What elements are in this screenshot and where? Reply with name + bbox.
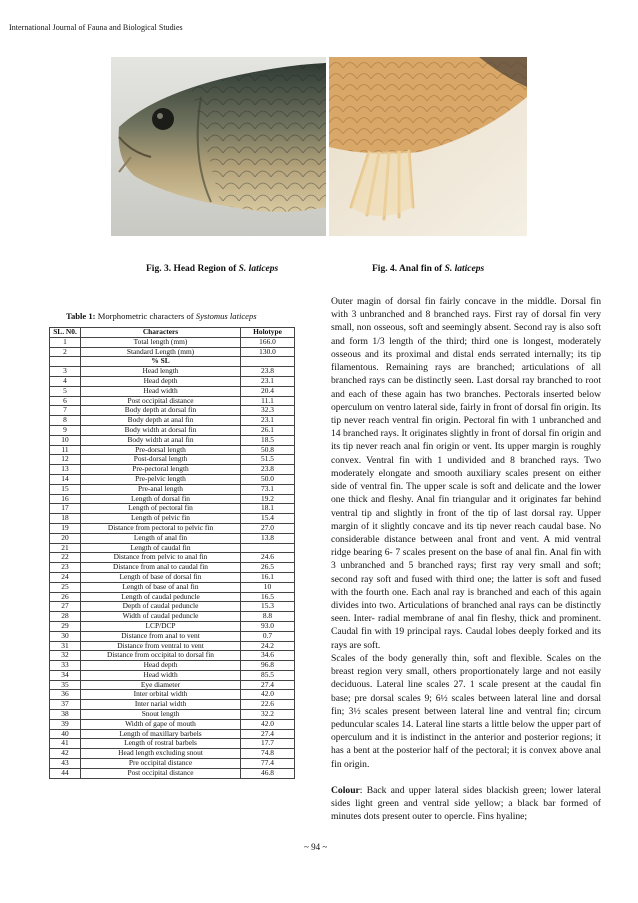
cell-slno: 21 — [50, 543, 81, 553]
cell-slno: 25 — [50, 582, 81, 592]
cell-slno: 44 — [50, 768, 81, 778]
cell-character: Pre occipital distance — [81, 759, 241, 769]
cell-slno: 9 — [50, 425, 81, 435]
table-row — [50, 514, 295, 524]
table-row — [50, 484, 295, 494]
cell-value: 11.1 — [241, 396, 295, 406]
cell-slno: 42 — [50, 749, 81, 759]
cell-slno: 33 — [50, 661, 81, 671]
cell-value: 15.3 — [241, 602, 295, 612]
table-row — [50, 435, 295, 445]
header-holotype: Holotype — [241, 328, 295, 338]
table-row — [50, 582, 295, 592]
cell-slno: 10 — [50, 435, 81, 445]
table-row — [50, 406, 295, 416]
table-row — [50, 749, 295, 759]
cell-character: Head depth — [81, 661, 241, 671]
table-row — [50, 553, 295, 563]
cell-value: 23.1 — [241, 376, 295, 386]
cell-slno: 12 — [50, 455, 81, 465]
header-characters: Characters — [81, 328, 241, 338]
morphometric-table — [49, 327, 295, 779]
cell-character: Length of base of dorsal fin — [81, 572, 241, 582]
cell-value: 42.0 — [241, 719, 295, 729]
figure-panel — [111, 57, 527, 236]
table-header-row — [50, 328, 295, 338]
table-row — [50, 759, 295, 769]
cell-slno: 1 — [50, 337, 81, 347]
cell-character: Post occipital distance — [81, 768, 241, 778]
cell-slno: 23 — [50, 563, 81, 573]
table-row — [50, 700, 295, 710]
cell-value: 50.8 — [241, 445, 295, 455]
cell-character: Head depth — [81, 376, 241, 386]
cell-character: Eye diameter — [81, 680, 241, 690]
cell-value: 15.4 — [241, 514, 295, 524]
table-row — [50, 641, 295, 651]
table-row — [50, 376, 295, 386]
cell-character: Body depth at dorsal fin — [81, 406, 241, 416]
cell-character: Width of caudal peduncle — [81, 612, 241, 622]
cell-character: Total length (mm) — [81, 337, 241, 347]
cell-slno: 8 — [50, 416, 81, 426]
table-row — [50, 455, 295, 465]
cell-value: 18.1 — [241, 504, 295, 514]
cell-character: Distance from occipital to dorsal fin — [81, 651, 241, 661]
cell-character: Length of pelvic fin — [81, 514, 241, 524]
cell-character: Distance from anal to caudal fin — [81, 563, 241, 573]
table-row — [50, 543, 295, 553]
cell-character: Depth of caudal peduncle — [81, 602, 241, 612]
table-row — [50, 612, 295, 622]
cell-value: 19.2 — [241, 494, 295, 504]
header-slno: SL. N0. — [50, 328, 81, 338]
cell-value: 93.0 — [241, 621, 295, 631]
cell-slno: 38 — [50, 710, 81, 720]
cell-value: 22.6 — [241, 700, 295, 710]
cell-character: Length of base of anal fin — [81, 582, 241, 592]
cell-value: 32.3 — [241, 406, 295, 416]
table-row — [50, 416, 295, 426]
table-row — [50, 592, 295, 602]
cell-slno: 35 — [50, 680, 81, 690]
journal-title: International Journal of Fauna and Biological Studies — [9, 23, 183, 32]
cell-value: 0.7 — [241, 631, 295, 641]
table-row — [50, 425, 295, 435]
cell-character: Inter orbital width — [81, 690, 241, 700]
cell-slno: 34 — [50, 670, 81, 680]
cell-character: Head length — [81, 367, 241, 377]
cell-slno: 22 — [50, 553, 81, 563]
cell-slno: 15 — [50, 484, 81, 494]
cell-character: Post-dorsal length — [81, 455, 241, 465]
cell-character: Body depth at anal fin — [81, 416, 241, 426]
cell-value: 23.8 — [241, 367, 295, 377]
cell-slno: 29 — [50, 621, 81, 631]
cell-slno: 40 — [50, 729, 81, 739]
cell-slno: 32 — [50, 651, 81, 661]
cell-value: 23.8 — [241, 465, 295, 475]
cell-character: Pre-pelvic length — [81, 474, 241, 484]
cell-value: 34.6 — [241, 651, 295, 661]
cell-value: 26.5 — [241, 563, 295, 573]
cell-value: 46.8 — [241, 768, 295, 778]
cell-slno: 4 — [50, 376, 81, 386]
cell-slno: 17 — [50, 504, 81, 514]
cell-slno: 30 — [50, 631, 81, 641]
cell-slno: 41 — [50, 739, 81, 749]
cell-slno: 3 — [50, 367, 81, 377]
cell-value: 10 — [241, 582, 295, 592]
table-row — [50, 386, 295, 396]
cell-slno: 36 — [50, 690, 81, 700]
cell-value: 166.0 — [241, 337, 295, 347]
cell-slno: 39 — [50, 719, 81, 729]
table-row — [50, 631, 295, 641]
cell-slno: 43 — [50, 759, 81, 769]
cell-character: Distance from pelvic to anal fin — [81, 553, 241, 563]
cell-character: Snout length — [81, 710, 241, 720]
cell-slno: 28 — [50, 612, 81, 622]
cell-value: 18.5 — [241, 435, 295, 445]
cell-slno: 18 — [50, 514, 81, 524]
table-row — [50, 729, 295, 739]
cell-character: Post occipital distance — [81, 396, 241, 406]
table-row — [50, 445, 295, 455]
table-row — [50, 367, 295, 377]
table-row — [50, 563, 295, 573]
cell-value: 8.8 — [241, 612, 295, 622]
cell-character: Length of caudal fin — [81, 543, 241, 553]
cell-value: 16.5 — [241, 592, 295, 602]
cell-slno: 20 — [50, 533, 81, 543]
table-row — [50, 572, 295, 582]
cell-character: Inter narial width — [81, 700, 241, 710]
table-row — [50, 690, 295, 700]
cell-value: 50.0 — [241, 474, 295, 484]
cell-value: 32.2 — [241, 710, 295, 720]
table-row — [50, 768, 295, 778]
table-row — [50, 523, 295, 533]
table-row — [50, 670, 295, 680]
page-number: ~ 94 ~ — [304, 842, 328, 852]
cell-value: 27.4 — [241, 680, 295, 690]
table-row — [50, 739, 295, 749]
cell-character: Distance from pectoral to pelvic fin — [81, 523, 241, 533]
cell-value: 24.6 — [241, 553, 295, 563]
cell-character: Distance from anal to vent — [81, 631, 241, 641]
cell-slno: 16 — [50, 494, 81, 504]
anal-fin-photo — [329, 57, 527, 236]
figure-caption-3: Fig. 3. Head Region of S. laticeps — [146, 264, 279, 274]
cell-value: 74.8 — [241, 749, 295, 759]
cell-slno: 19 — [50, 523, 81, 533]
cell-character: Length of anal fin — [81, 533, 241, 543]
cell-value: 26.1 — [241, 425, 295, 435]
cell-character: Length of maxillary barbels — [81, 729, 241, 739]
cell-character: Length of pectoral fin — [81, 504, 241, 514]
table-row — [50, 621, 295, 631]
cell-character: Length of dorsal fin — [81, 494, 241, 504]
cell-value: 23.1 — [241, 416, 295, 426]
cell-slno: 14 — [50, 474, 81, 484]
cell-character: Standard Length (mm) — [81, 347, 241, 357]
cell-slno: 26 — [50, 592, 81, 602]
cell-slno: 6 — [50, 396, 81, 406]
figure-caption-4: Fig. 4. Anal fin of S. laticeps — [372, 264, 485, 274]
table-row — [50, 719, 295, 729]
cell-value: 27.4 — [241, 729, 295, 739]
cell-slno: 27 — [50, 602, 81, 612]
cell-value: 24.2 — [241, 641, 295, 651]
table-row — [50, 602, 295, 612]
cell-character: Pre-dorsal length — [81, 445, 241, 455]
cell-value: 73.1 — [241, 484, 295, 494]
table-row — [50, 680, 295, 690]
table-row — [50, 337, 295, 347]
cell-character: Length of rostral barbels — [81, 739, 241, 749]
table-row — [50, 474, 295, 484]
cell-character: Pre-anal length — [81, 484, 241, 494]
cell-slno: 5 — [50, 386, 81, 396]
table-row — [50, 504, 295, 514]
table-caption: Table 1: Morphometric characters of Systomus laticeps — [66, 311, 257, 321]
table-row — [50, 710, 295, 720]
cell-value: 13.8 — [241, 533, 295, 543]
cell-value: 85.5 — [241, 670, 295, 680]
cell-character: Head width — [81, 386, 241, 396]
cell-value: 96.8 — [241, 661, 295, 671]
table-row — [50, 396, 295, 406]
cell-empty — [50, 357, 81, 367]
cell-slno: 31 — [50, 641, 81, 651]
cell-value: 16.1 — [241, 572, 295, 582]
cell-slno: 11 — [50, 445, 81, 455]
cell-character: LCP/DCP — [81, 621, 241, 631]
cell-character: Head width — [81, 670, 241, 680]
cell-empty — [241, 357, 295, 367]
paragraph-colour: Colour: Back and upper lateral sides blackish green; lower lateral sides light green and ventral side yellow; a black bar formed of minutes dots present outer to opercle. Fins hyaline; — [331, 784, 601, 823]
table-row — [50, 661, 295, 671]
cell-slno: 7 — [50, 406, 81, 416]
cell-character: Head length excluding snout — [81, 749, 241, 759]
cell-slno: 24 — [50, 572, 81, 582]
table-section-row — [50, 357, 295, 367]
cell-value: 130.0 — [241, 347, 295, 357]
cell-value: 51.5 — [241, 455, 295, 465]
table-row — [50, 533, 295, 543]
cell-value: 17.7 — [241, 739, 295, 749]
table-row — [50, 347, 295, 357]
cell-character: Body width at anal fin — [81, 435, 241, 445]
cell-slno: 13 — [50, 465, 81, 475]
cell-slno: 37 — [50, 700, 81, 710]
paragraph-scales: Scales of the body generally thin, soft and flexible. Scales on the breast region very small, others proportionately large and not easily deciduous. Lateral line scales 27. 1 scale present at the caudal fin base; pre dorsal scales 9; 6½ scales between lateral line and dorsal fin; 3½ scales present between lateral line and ventral fin; circum peduncular scales 14. Lateral line starts a little below the upper part of operculum and it is indistinct in the anterior and posterior regions; it has a bent at the posterior half of the pectoral; it is convex above anal fin origin. — [331, 652, 601, 770]
fish-head-photo — [111, 57, 326, 236]
body-text — [331, 295, 601, 824]
cell-character: Length of caudal peduncle — [81, 592, 241, 602]
cell-value — [241, 543, 295, 553]
table-row — [50, 465, 295, 475]
paragraph-fins: Outer magin of dorsal fin fairly concave in the middle. Dorsal fin with 3 unbranched and 8 branched rays. First ray of dorsal fin very small, non osseous, soft and seemingly absent. Second ray is also soft and form 1/3 length of the third; third one is longest, moderately osseous and its proximal and distal ends serrated internally; its tip filamentous. Remaining rays are branched; articulations of all branched rays can be distinctly seen. Last dorsal ray branched to root and each of these again has two branches. Pectorals inserted below operculum on ventro lateral side, fairly in front of dorsal fin origin. Its tip never reach ventral fin origin. Pectoral fin with 1 unbranched and 14 branched rays. It originates slightly in front of dorsal fin origin and its tip never reach anal fin origin or vent. Its upper margin is roughly convex. Ventral fin with 1 undivided and 8 branched rays. Two moderately elongate and smooth auxiliary scales present on either side of ventral fin. The upper scale is soft and delicate and the lower one thick and fleshy. Anal fin triangular and it originates far behind ventral tip and slightly in front of the tip of last dorsal ray. Upper margin of it slightly concave and its tip never reach caudal base. No considerable distance between anal front and vent. A mid ventral ridge bearing 6- 7 scales present on the base of anal fin. Anal fin with 3 unbranched and 5 branched rays; first ray very small and soft; second ray soft and fused with third one; the latter is soft and fused with the fourth one. Each anal ray is branched and each of this again divides into two. Articulations of branched anal rays can be distinctly seen. Inter- radial membrane of anal fin fleshy, thick and prominent. Caudal fin with 19 principal rays. Caudal lobes deeply forked and its rays are soft. — [331, 296, 601, 651]
cell-character: Distance from ventral to vent — [81, 641, 241, 651]
section-label-pct-sl: % SL — [81, 357, 241, 367]
cell-value: 27.0 — [241, 523, 295, 533]
table-row — [50, 651, 295, 661]
cell-character: Width of gape of mouth — [81, 719, 241, 729]
cell-slno: 2 — [50, 347, 81, 357]
table-row — [50, 494, 295, 504]
cell-character: Pre-pectoral length — [81, 465, 241, 475]
cell-value: 20.4 — [241, 386, 295, 396]
cell-character: Body width at dorsal fin — [81, 425, 241, 435]
cell-value: 77.4 — [241, 759, 295, 769]
cell-value: 42.0 — [241, 690, 295, 700]
